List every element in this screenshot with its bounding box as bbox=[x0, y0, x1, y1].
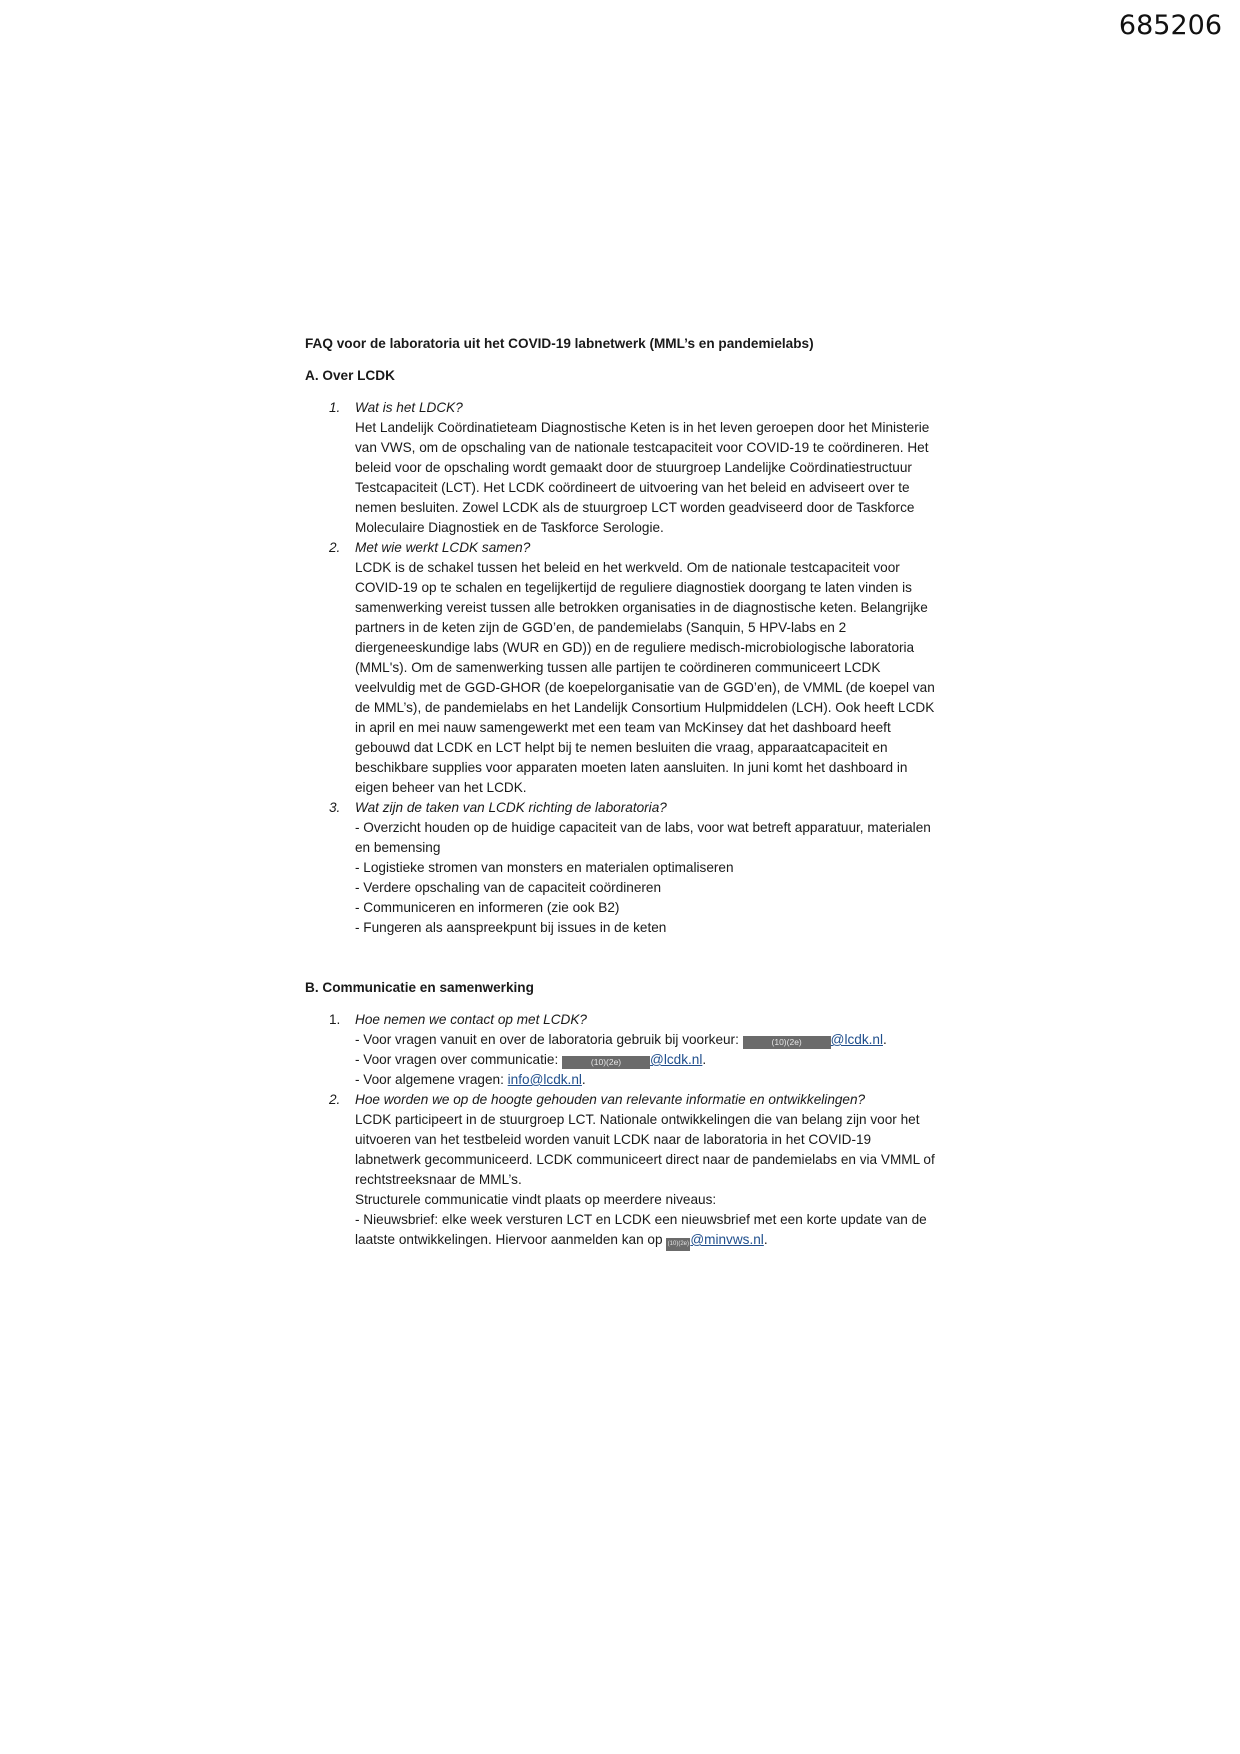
faq-list-b bbox=[305, 1010, 940, 1251]
redaction-box: (10)(2e) bbox=[743, 1036, 831, 1049]
faq-item bbox=[305, 398, 940, 538]
faq-question: Wat is het LDCK? bbox=[355, 400, 463, 415]
faq-list-a bbox=[305, 398, 940, 938]
faq-item bbox=[305, 538, 940, 798]
faq-number: 2. bbox=[329, 1092, 341, 1107]
contact-line-labs: - Voor vragen vanuit en over de laboratoria gebruik bij voorkeur: (10)(2e) @lcdk.nl. bbox=[355, 1032, 887, 1047]
section-heading-a: A. Over LCDK bbox=[305, 368, 395, 383]
faq-question: Hoe worden we op de hoogte gehouden van relevante informatie en ontwikkelingen? bbox=[355, 1092, 866, 1107]
document-title: FAQ voor de laboratoria uit het COVID-19 labnetwerk (MML’s en pandemielabs) bbox=[305, 336, 814, 351]
faq-question: Wat zijn de taken van LCDK richting de laboratoria? bbox=[355, 800, 667, 815]
email-link-labs[interactable]: @lcdk.nl bbox=[830, 1032, 883, 1047]
task-bullet: - Verdere opschaling van de capaciteit coördineren bbox=[355, 880, 662, 895]
task-bullet: - Fungeren als aanspreekpunt bij issues in de keten bbox=[355, 920, 667, 935]
faq-question: Met wie werkt LCDK samen? bbox=[355, 540, 531, 555]
section-heading-b: B. Communicatie en samenwerking bbox=[305, 980, 534, 995]
faq-number: 3. bbox=[329, 800, 341, 815]
task-bullet: - Overzicht houden op de huidige capaciteit van de labs, voor wat betreft apparatuur, materialen en bemensing bbox=[355, 820, 931, 855]
structural-communication-line: Structurele communicatie vindt plaats op meerdere niveaus: bbox=[355, 1192, 717, 1207]
faq-question: Hoe nemen we contact op met LCDK? bbox=[355, 1012, 587, 1027]
email-link-newsletter[interactable]: @minvws.nl bbox=[690, 1232, 764, 1247]
email-link-communication[interactable]: @lcdk.nl bbox=[650, 1052, 703, 1067]
task-bullet: - Communiceren en informeren (zie ook B2) bbox=[355, 900, 620, 915]
faq-item bbox=[305, 798, 940, 938]
faq-item bbox=[305, 1090, 940, 1251]
faq-number: 1. bbox=[329, 1012, 341, 1027]
email-link-general[interactable]: info@lcdk.nl bbox=[507, 1072, 582, 1087]
faq-item bbox=[305, 1010, 940, 1090]
faq-number: 2. bbox=[329, 540, 341, 555]
redaction-box: (10)(2e) bbox=[562, 1056, 650, 1069]
faq-number: 1. bbox=[329, 400, 341, 415]
contact-line-general: - Voor algemene vragen: info@lcdk.nl. bbox=[355, 1072, 586, 1087]
faq-answer: LCDK is de schakel tussen het beleid en het werkveld. Om de nationale testcapaciteit voor COVID-19 op te schalen en tegelijkertijd de reguliere diagnostiek doorgang te laten vinden is samenwerking vereist tussen alle betrokken organisaties in de diagnostische keten. Belangrijke partners in de keten zijn de GGD’en, de pandemielabs (Sanquin, 5 HPV-labs en 2 diergeneeskundige labs (WUR en GD)) en de reguliere medisch-microbiologische laboratoria (MML's). Om de samenwerking tussen alle partijen te coördineren communiceert LCDK veelvuldig met de GGD-GHOR (de koepelorganisatie van de GGD’en), de VMML (de koepel van de MML’s), de pandemielabs en het Landelijk Consortium Hulpmiddelen (LCH). Ook heeft LCDK in april en mei nauw samengewerkt met een team van McKinsey dat het dashboard heeft gebouwd dat LCDK en LCT helpt bij te nemen besluiten die vraag, apparaatcapaciteit en beschikbare supplies voor apparaten moeten laten aansluiten. In juni komt het dashboard in eigen beheer van het LCDK. bbox=[355, 560, 935, 795]
document-page-number: 685206 bbox=[1118, 10, 1222, 41]
faq-answer: Het Landelijk Coördinatieteam Diagnostische Keten is in het leven geroepen door het Ministerie van VWS, om de opschaling van de nationale testcapaciteit voor COVID-19 te coördineren. Het beleid voor de opschaling wordt gemaakt door de stuurgroep Landelijke Coördinatiestructuur Testcapaciteit (LCT). Het LCDK coördineert de uitvoering van het beleid en adviseert over te nemen besluiten. Zowel LCDK als de stuurgroep LCT worden geadviseerd door de Taskforce Moleculaire Diagnostiek en de Taskforce Serologie. bbox=[355, 420, 930, 535]
redaction-box: (10)(2e) bbox=[666, 1238, 690, 1251]
contact-line-communication: - Voor vragen over communicatie: (10)(2e) @lcdk.nl. bbox=[355, 1052, 707, 1067]
task-bullet: - Logistieke stromen van monsters en materialen optimaliseren bbox=[355, 860, 734, 875]
faq-answer: LCDK participeert in de stuurgroep LCT. Nationale ontwikkelingen die van belang zijn voor het uitvoeren van het testbeleid worden vanuit LCDK naar de laboratoria in het COVID-19 labnetwerk gecommuniceerd. LCDK communiceert direct naar de pandemielabs en via VMML of rechtstreeksnaar de MML’s. bbox=[355, 1112, 935, 1187]
document-body bbox=[305, 334, 940, 1251]
newsletter-line: - Nieuwsbrief: elke week versturen LCT en LCDK een nieuwsbrief met een korte update van de laatste ontwikkelingen. Hiervoor aanmelden kan op (10)(2e)@minvws.nl. bbox=[355, 1210, 940, 1251]
